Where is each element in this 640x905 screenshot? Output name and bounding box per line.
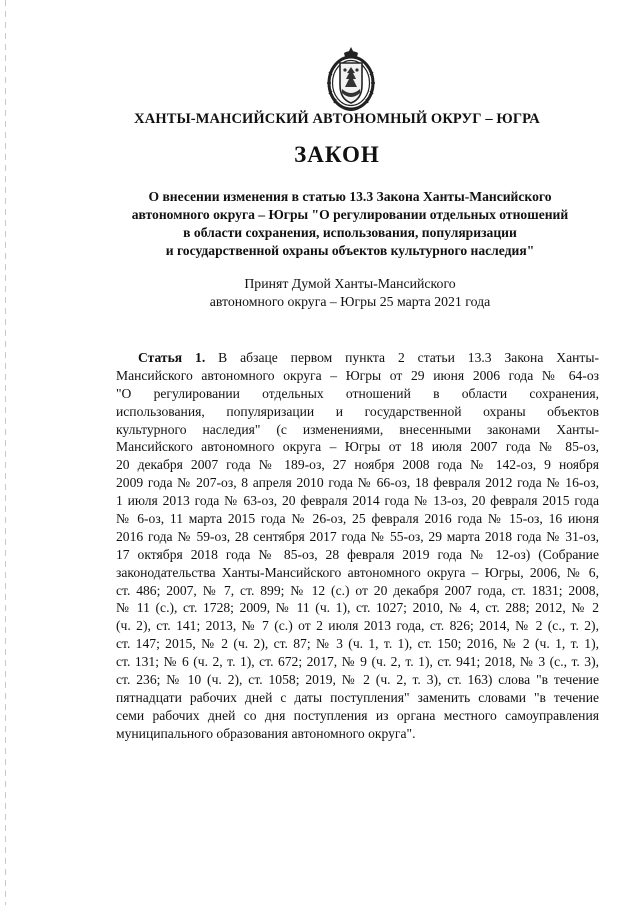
article-line: 1 июля 2013 года № 63-оз, 20 февраля 2014 года № 13-оз, 20 февраля 2015 года bbox=[116, 493, 599, 509]
article-line: 2009 года № 207-оз, 8 апреля 2010 года № 66-оз, 18 февраля 2012 года № 16-оз, bbox=[116, 475, 599, 491]
article-line: 2016 года № 59-оз, 28 сентября 2017 года № 55-оз, 29 марта 2018 года № 31-оз, bbox=[116, 528, 599, 544]
article-line: "О регулировании отдельных отношений в области сохранения, bbox=[116, 385, 599, 401]
article-line: № 6-оз, 11 марта 2015 года № 26-оз, 25 февраля 2016 года № 15-оз, 16 июня bbox=[116, 511, 599, 527]
adoption-line: автономного округа – Югры 25 марта 2021 года bbox=[209, 294, 491, 309]
article-line: (ч. 2), ст. 141; 2013, № 7 (с.) от 2 июля 2013 года, ст. 826; 2014, № 2 (с., т. 2), bbox=[116, 618, 599, 634]
article-line: Мансийского автономного округа – Югры от 29 июня 2006 года № 64-оз bbox=[116, 367, 599, 383]
adoption-line: Принят Думой Ханты-Мансийского bbox=[244, 276, 456, 291]
article-1 bbox=[116, 349, 599, 743]
subject-line: в области сохранения, использования, популяризации bbox=[183, 225, 517, 240]
article-line: законодательства Ханты-Мансийского автономного округа – Югры, 2006, № 6, bbox=[116, 564, 599, 580]
subject-line: О внесении изменения в статью 13.3 Закона Ханты-Мансийского bbox=[148, 189, 552, 204]
article-line: 20 декабря 2007 года № 189-оз, 27 ноября 2008 года № 142-оз, 9 ноября bbox=[116, 457, 599, 473]
article-text: В абзаце первом пункта 2 статьи 13.3 Закона Ханты- bbox=[205, 350, 599, 365]
article-line: ст. 131; № 6 (ч. 2, т. 1), ст. 672; 2017, № 9 (ч. 2, т. 1), ст. 941; 2018, № 3 (с., т. 3), bbox=[116, 654, 599, 670]
article-line: муниципального образования автономного округа". bbox=[116, 725, 416, 741]
okrug-name-heading: ХАНТЫ-МАНСИЙСКИЙ АВТОНОМНЫЙ ОКРУГ – ЮГРА bbox=[134, 111, 540, 127]
article-line: ст. 236; № 10 (ч. 2), ст. 1058; 2019, № 2 (ч. 2, т. 3), ст. 163) слова "в течение bbox=[116, 672, 599, 688]
scan-edge-line bbox=[5, 0, 6, 905]
coat-of-arms-emblem bbox=[324, 45, 378, 113]
article-line: № 11 (с.), ст. 1728; 2009, № 11 (ч. 1), ст. 1027; 2010, № 4, ст. 288; 2012, № 2 bbox=[116, 600, 599, 616]
article-line: Мансийского автономного округа – Югры от 18 июля 2007 года № 85-оз, bbox=[116, 439, 599, 455]
article-label: Статья 1. bbox=[138, 350, 206, 365]
article-line: ст. 147; 2015, № 2 (ч. 2), ст. 87; № 3 (ч. 1, т. 1), ст. 150; 2016, № 2 (ч. 1, т. 1), bbox=[116, 636, 599, 652]
article-line: пятнадцати рабочих дней с даты поступления" заменить словами "в течение bbox=[116, 689, 599, 705]
article-line: культурного наследия" (с изменениями, внесенными законами Ханты- bbox=[116, 421, 599, 437]
article-line: ст. 486; 2007, № 7, ст. 899; № 12 (с.) от 20 декабря 2007 года, ст. 1831; 2008, bbox=[116, 582, 599, 598]
subject-line: автономного округа – Югры "О регулировании отдельных отношений bbox=[131, 207, 569, 222]
article-line bbox=[116, 349, 599, 367]
article-line: 17 октября 2018 года № 85-оз, 28 февраля 2019 года № 12-оз) (Собрание bbox=[116, 546, 599, 562]
law-title: ЗАКОН bbox=[294, 142, 380, 167]
adoption-note bbox=[100, 275, 600, 311]
law-subject bbox=[100, 188, 600, 260]
article-line: использования, популяризации и государственной охраны объектов bbox=[116, 403, 599, 419]
article-line: семи рабочих дней со дня поступления из органа местного самоуправления bbox=[116, 707, 599, 723]
subject-line: и государственной охраны объектов культурного наследия" bbox=[165, 243, 535, 258]
